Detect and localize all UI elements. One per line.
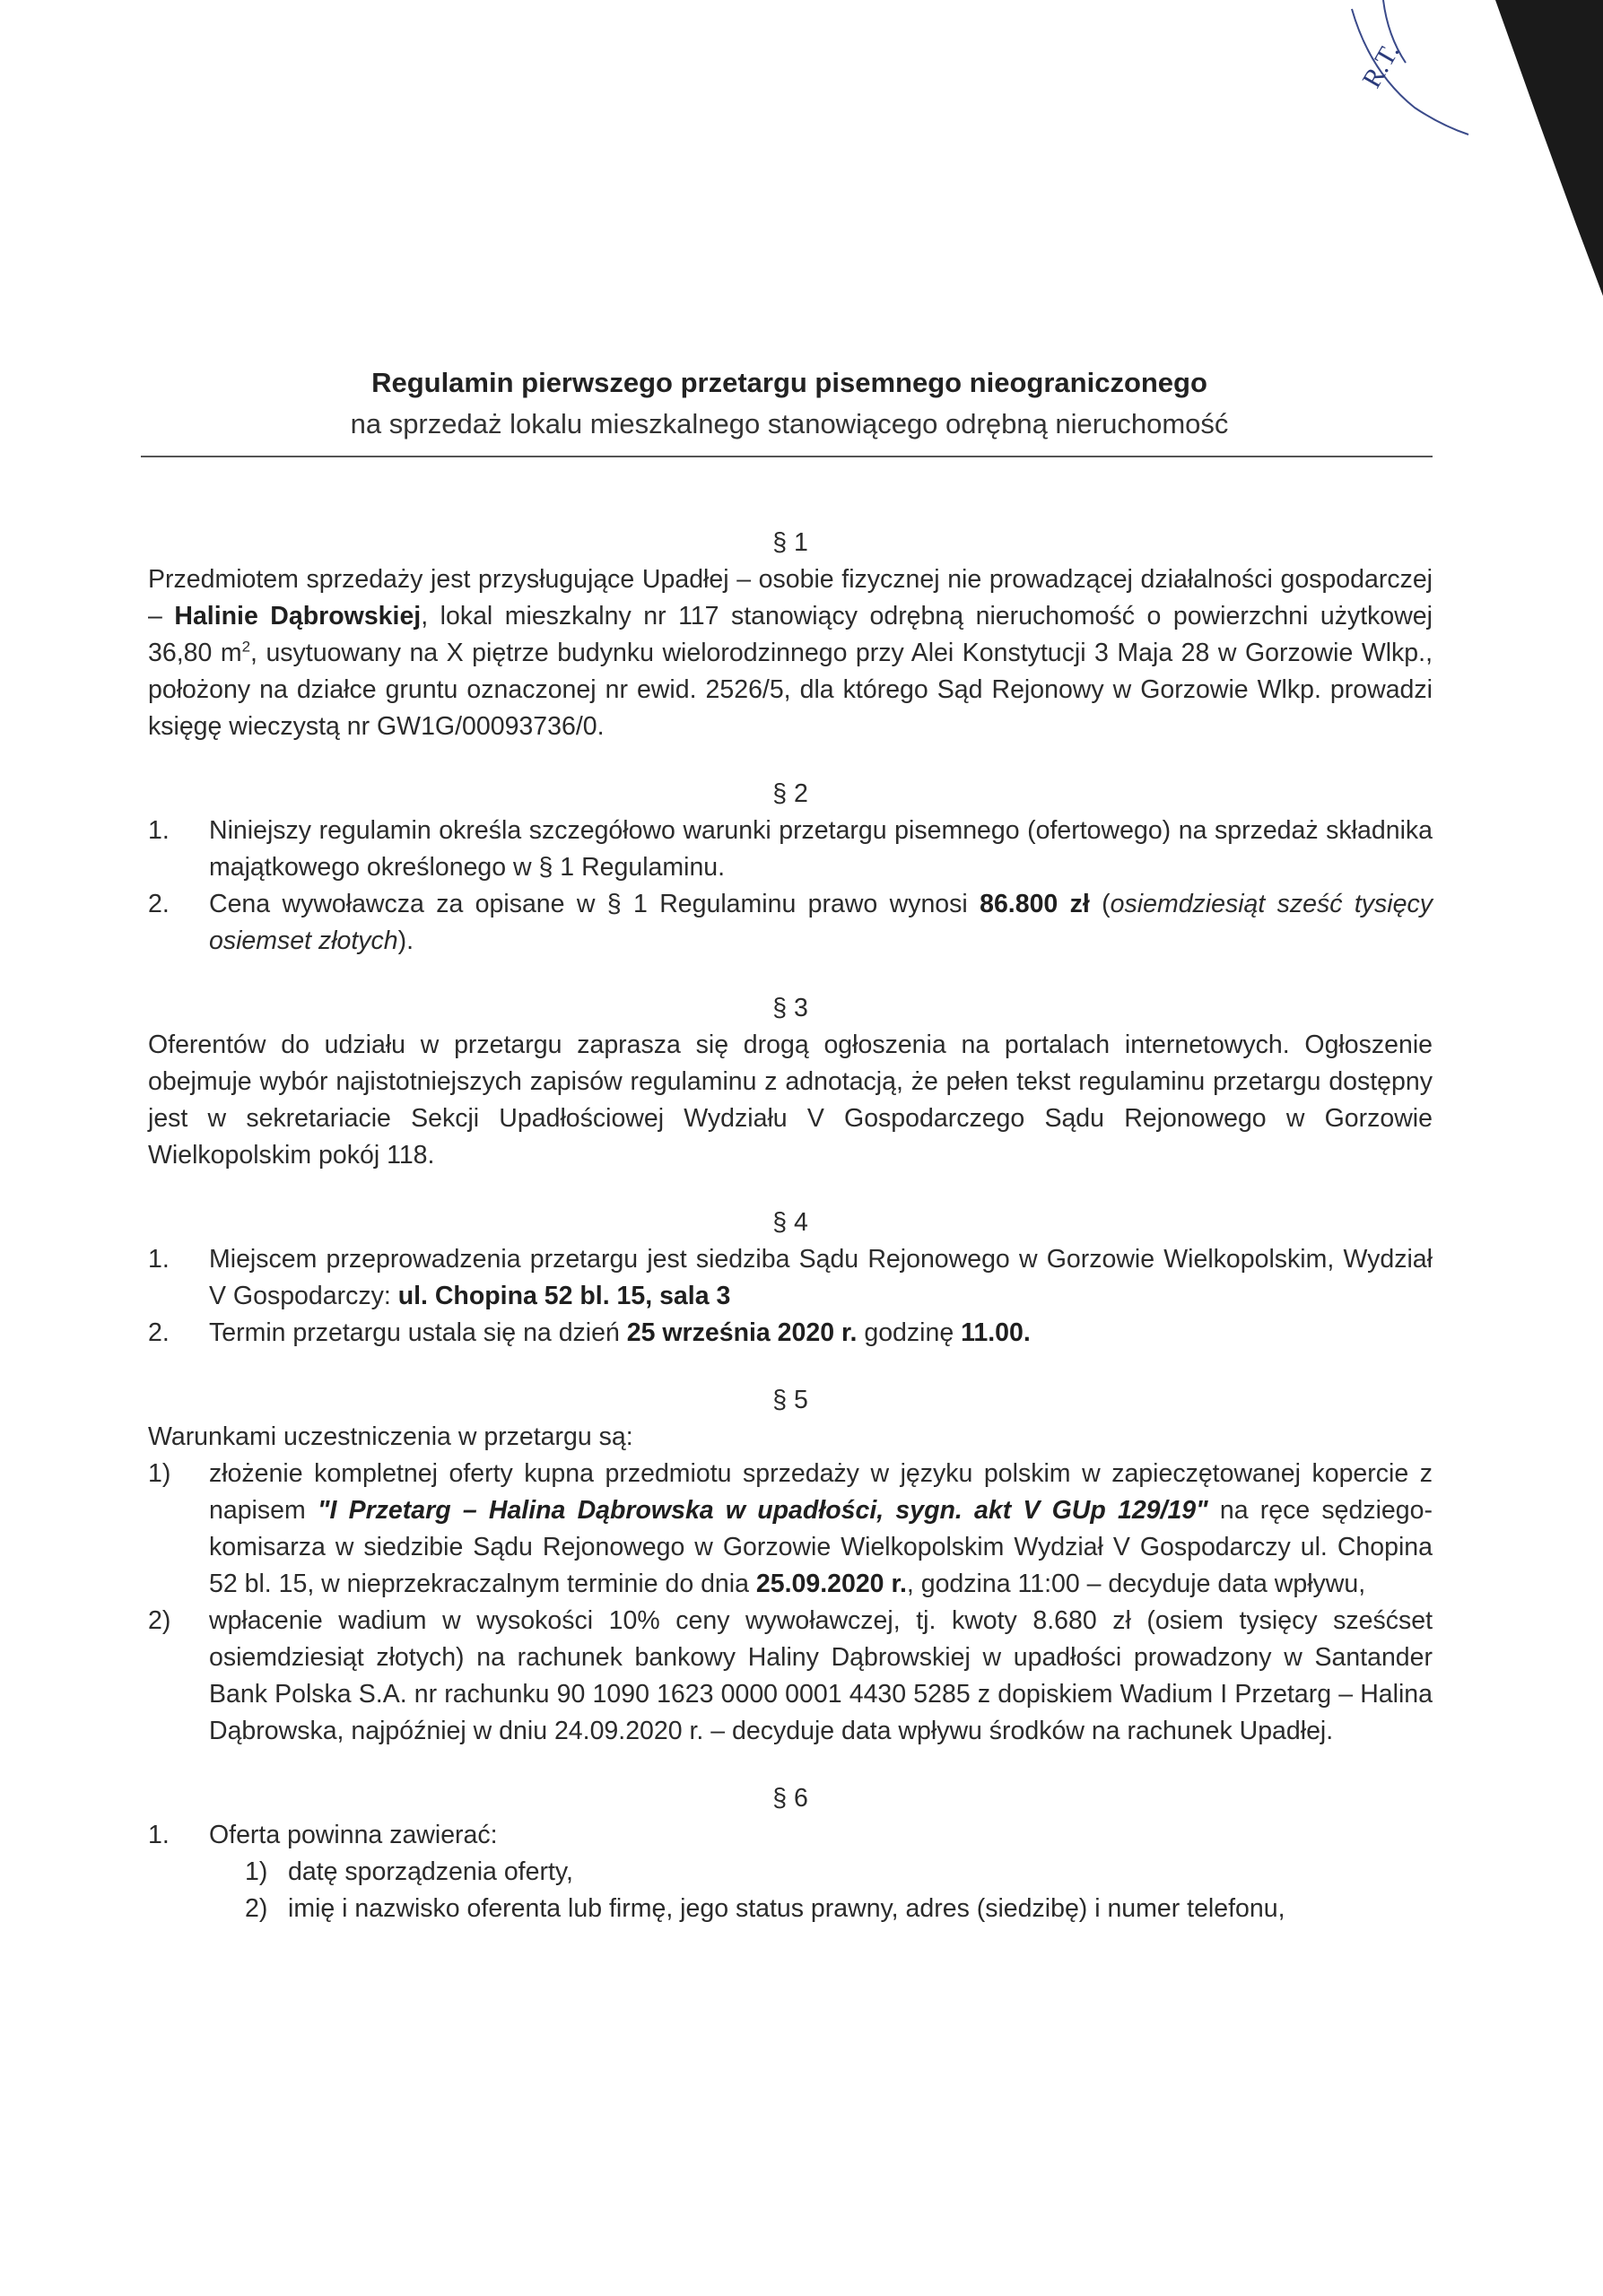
list-item bbox=[148, 813, 1433, 886]
item-number: 1. bbox=[148, 1821, 170, 1849]
item-number: 2. bbox=[148, 890, 170, 918]
sub-item-text: imię i nazwisko oferenta lub firmę, jego status prawny, adres (siedzibę) i numer telefonu, bbox=[288, 1894, 1285, 1923]
corner-stamp-mark bbox=[1334, 0, 1603, 323]
document-title: Regulamin pierwszego przetargu pisemnego nieograniczonego bbox=[371, 367, 1207, 398]
section-6-heading: § 6 bbox=[772, 1784, 808, 1813]
sub-item-number: 2) bbox=[245, 1894, 268, 1923]
s1-text-part: , usytuowany na X piętrze budynku wielorodzinnego przy Alei Konstytucji 3 Maja 28 w Gorzowie Wlkp., położony na działce gruntu oznaczonej nr ewid. 2526/5, dla którego Sąd Rejonowy w Gorzowie Wlkp. prowadzi księgę wieczystą nr GW1G/00093736/0. bbox=[148, 639, 1433, 741]
sub-list-item bbox=[245, 1891, 1433, 1927]
text-part: Miejscem przeprowadzenia przetargu jest siedziba Sądu Rejonowego w Gorzowie Wielkopolskim, Wydział V Gospodarczy: bbox=[209, 1245, 1433, 1310]
deadline-bold: 25.09.2020 r. bbox=[755, 1570, 907, 1598]
list-item bbox=[148, 1603, 1433, 1750]
text-part: ( bbox=[1089, 890, 1111, 918]
item-text bbox=[209, 1456, 1433, 1603]
s1-superscript: 2 bbox=[241, 638, 251, 656]
section-1 bbox=[148, 525, 1433, 745]
item-text bbox=[209, 1241, 1433, 1315]
item-number: 1. bbox=[148, 1245, 170, 1274]
text-part: godzinę bbox=[857, 1318, 962, 1347]
section-5-heading: § 5 bbox=[772, 1386, 808, 1414]
envelope-label: "I Przetarg – Halina Dąbrowska w upadłości, sygn. akt V GUp 129/19" bbox=[317, 1496, 1208, 1525]
s1-name-bold: Halinie Dąbrowskiej bbox=[174, 602, 422, 631]
item-text: wpłacenie wadium w wysokości 10% ceny wywoławczej, tj. kwoty 8.680 zł (osiem tysięcy sześćset osiemdziesiąt złotych) na rachunek bankowy Haliny Dąbrowskiej w upadłości prowadzony w Santander Bank Polska S.A. nr rachunku 90 1090 1623 0000 0001 4430 5285 z dopiskiem Wadium I Przetarg – Halina Dąbrowska, najpóźniej w dniu 24.09.2020 r. – decyduje data wpływu środków na rachunek Upadłej. bbox=[209, 1606, 1433, 1745]
date-bold: 25 września 2020 r. bbox=[626, 1318, 858, 1347]
item-text: Niniejszy regulamin określa szczegółowo warunki przetargu pisemnego (ofertowego) na sprzedaż składnika majątkowego określonego w § 1 Regulaminu. bbox=[209, 816, 1433, 882]
section-4-heading: § 4 bbox=[772, 1208, 808, 1237]
section-2-heading: § 2 bbox=[772, 779, 808, 808]
item-text: Oferta powinna zawierać: bbox=[209, 1821, 498, 1849]
text-part: złożenie kompletnej oferty kupna przedmiotu sprzedaży w języku polskim w zapieczętowanej kopercie z napisem bbox=[209, 1459, 1433, 1525]
s1-text-part: Przedmiotem sprzedaży jest przysługujące Upadłej – osobie fizycznej nie prowadzącej działalności gospodarczej – bbox=[148, 565, 1433, 631]
text-part: na ręce sędziego-komisarza w siedzibie Sądu Rejonowego w Gorzowie Wielkopolskim Wydział V Gospodarczy ul. Chopina 52 bl. 15, w nieprzekraczalnym terminie do dnia bbox=[209, 1496, 1433, 1598]
section-1-heading: § 1 bbox=[772, 528, 808, 557]
text-part: , godzina 11:00 – decyduje data wpływu, bbox=[906, 1570, 1366, 1598]
text-part: Termin przetargu ustala się na dzień bbox=[209, 1318, 627, 1347]
document-subtitle: na sprzedaż lokalu mieszkalnego stanowiącego odrębną nieruchomość bbox=[350, 408, 1229, 439]
section-1-text bbox=[148, 561, 1433, 745]
time-bold: 11.00. bbox=[961, 1318, 1031, 1347]
document-header bbox=[148, 362, 1431, 445]
venue-bold: ul. Chopina 52 bl. 15, sala 3 bbox=[397, 1282, 731, 1310]
item-text bbox=[209, 1315, 1433, 1352]
item-number: 1) bbox=[148, 1459, 171, 1488]
section-3-text: Oferentów do udziału w przetargu zaprasza się drogą ogłoszenia na portalach internetowych. Ogłoszenie obejmuje wybór najistotniejszych zapisów regulaminu z adnotacją, że pełen tekst regulaminu przetargu dostępny jest w sekretariacie Sekcji Upadłościowej Wydziału V Gospodarczego Sądu Rejonowego w Gorzowie Wielkopolskim pokój 118. bbox=[148, 1031, 1433, 1170]
section-3 bbox=[148, 990, 1433, 1174]
price-words: osiemdziesiąt sześć tysięcy osiemset złotych bbox=[209, 890, 1433, 955]
list-item bbox=[148, 1456, 1433, 1603]
document-body bbox=[148, 525, 1433, 1927]
list-item bbox=[148, 1315, 1433, 1352]
stamp-text: R.T. bbox=[1356, 38, 1406, 93]
header-divider bbox=[141, 456, 1433, 457]
list-item bbox=[148, 1817, 1433, 1854]
section-5 bbox=[148, 1382, 1433, 1750]
item-number: 2. bbox=[148, 1318, 170, 1347]
price-bold: 86.800 zł bbox=[980, 890, 1090, 918]
text-part: Cena wywoławcza za opisane w § 1 Regulaminu prawo wynosi bbox=[209, 890, 980, 918]
s1-text-part: , lokal mieszkalny nr 117 stanowiący odrębną nieruchomość o powierzchni użytkowej 36,80 m bbox=[148, 602, 1433, 667]
section-3-heading: § 3 bbox=[772, 994, 808, 1022]
sub-item-text: datę sporządzenia oferty, bbox=[288, 1857, 573, 1886]
item-number: 2) bbox=[148, 1606, 171, 1635]
list-item bbox=[148, 886, 1433, 960]
section-2 bbox=[148, 776, 1433, 960]
item-text bbox=[209, 886, 1433, 960]
list-item bbox=[148, 1241, 1433, 1315]
sub-list-item bbox=[245, 1854, 1433, 1891]
text-part: ). bbox=[397, 926, 414, 955]
section-4 bbox=[148, 1205, 1433, 1352]
section-5-intro: Warunkami uczestniczenia w przetargu są: bbox=[148, 1422, 633, 1451]
scan-shadow bbox=[1495, 0, 1603, 296]
section-6 bbox=[148, 1780, 1433, 1927]
item-number: 1. bbox=[148, 816, 170, 845]
sub-item-number: 1) bbox=[245, 1857, 268, 1886]
